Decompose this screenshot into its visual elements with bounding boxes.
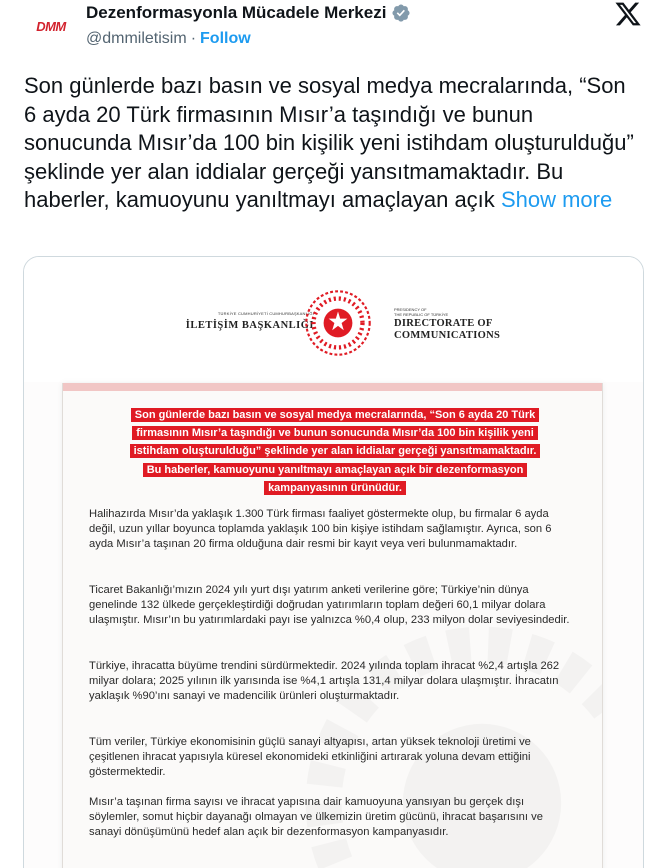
avatar-logo-text: DMM xyxy=(36,18,66,34)
letterhead-right xyxy=(394,307,544,341)
author-block xyxy=(86,3,411,48)
highlight-line: Bu haberler, kamuoyunu yanıltmayı amaçlayan açık bir dezenformasyon xyxy=(143,463,528,477)
letterhead-right-small-1: PRESIDENCY OF xyxy=(394,307,427,312)
letterhead-right-title-2: COMMUNICATIONS xyxy=(394,330,501,341)
document-paragraph: Tüm veriler, Türkiye ekonomisinin güçlü sanayi altyapısı, artan yüksek teknoloji üretimi ve çeşitlenen ihracat yapısıyla küresel ekonomideki etkinliğini artırarak yoluna devam ettiğini göstermektedir. xyxy=(89,736,531,778)
highlight-line: kampanyasının ürünüdür. xyxy=(264,481,406,495)
verified-badge-icon xyxy=(391,3,411,23)
tweet-media-image[interactable] xyxy=(23,256,644,868)
page-top-bar xyxy=(63,383,602,391)
highlight-line: Son günlerde bazı basın ve sosyal medya mecralarında, “Son 6 ayda 20 Türk xyxy=(131,408,539,422)
author-avatar[interactable] xyxy=(22,6,80,46)
author-name[interactable]: Dezenformasyonla Mücadele Merkezi xyxy=(86,3,387,22)
x-logo-icon[interactable] xyxy=(613,0,643,28)
document-page xyxy=(62,383,603,868)
letterhead-right-small-2: THE REPUBLIC OF TÜRKİYE xyxy=(394,312,449,317)
document-paragraph: Türkiye, ihracatta büyüme trendini sürdürmektedir. 2024 yılında toplam ihracat %2,4 artışla 262 milyar dolara; 2025 yılının ilk yarısında ise %4,1 artışla 131,4 milyar dolara ulaşmıştır. İhracatın yaklaşık %90’ını sanayi ve madencilik ürünleri oluşturmaktadır. xyxy=(89,660,560,702)
letterhead-left-small: TÜRKİYE CUMHURİYETİ CUMHURBAŞKANLIĞI xyxy=(217,311,314,316)
highlight-statement xyxy=(85,405,585,496)
tweet-body: Son günlerde bazı basın ve sosyal medya mecralarında, “Son 6 ayda 20 Türk firmasının Mısır’a taşındığı ve bunun sonucunda Mısır’da 100 bin kişilik yeni istihdam oluşturulduğu” şeklinde yer alan iddialar gerçeği yansıtmamaktadır. Bu haberler, kamuoyunu yanıltmayı amaçlayan açık xyxy=(24,73,634,213)
letterhead-left xyxy=(174,311,314,331)
follow-button[interactable]: Follow xyxy=(200,30,251,47)
tweet-text xyxy=(24,72,634,215)
letterhead-left-title: İLETİŞİM BAŞKANLIĞI xyxy=(185,320,314,331)
presidential-emblem-icon xyxy=(302,287,374,359)
highlight-line: istihdam oluşturulduğu” şeklinde yer alan iddialar gerçeği yansıtmamaktadır. xyxy=(130,444,541,458)
document-paragraph: Ticaret Bakanlığı’mızın 2024 yılı yurt dışı yatırım anketi verilerine göre; Türkiye’nin dünya genelinde 132 ülkede gerçekleştirdiği doğrudan yatırımların toplam değeri 60,1 milyar dolara ulaşmıştır. Mısır’ın bu yatırımlardaki payı ise yalnızca %0,4 olup, 233 milyon dolar seviyesindedir. xyxy=(89,584,570,626)
show-more-link[interactable]: Show more xyxy=(500,187,613,213)
letterhead-right-title-1: DIRECTORATE OF xyxy=(394,318,493,329)
document-paragraph: Halihazırda Mısır’da yaklaşık 1.300 Türk firması faaliyet göstermekte olup, bu firmalar 6 ayda değil, uzun yıllar boyunca toplamda yaklaşık 100 bin kişiye istihdam sağlamıştır. Ayrıca, son 6 ayda Mısır’a taşınan 20 firma olduğuna dair resmi bir kayıt veya veri bulunmamaktadır. xyxy=(89,508,552,550)
handle-separator: · xyxy=(190,30,197,47)
document-letterhead xyxy=(24,257,643,382)
document-paragraph: Mısır’a taşınan firma sayısı ve ihracat yapısına dair kamuoyuna yansıyan bu gerçek dışı söylemler, somut hiçbir dayanağı olmayan ve ülkemizin üretim gücünü, ihracat başarısını ve sanayi dönüşümünü hedef alan açık bir dezenformasyon kampanyasıdır. xyxy=(89,796,543,838)
author-handle[interactable]: @dmmiletisim xyxy=(86,30,187,47)
highlight-line: firmasının Mısır’a taşındığı ve bunun sonucunda Mısır’da 100 bin kişilik yeni xyxy=(132,426,538,440)
